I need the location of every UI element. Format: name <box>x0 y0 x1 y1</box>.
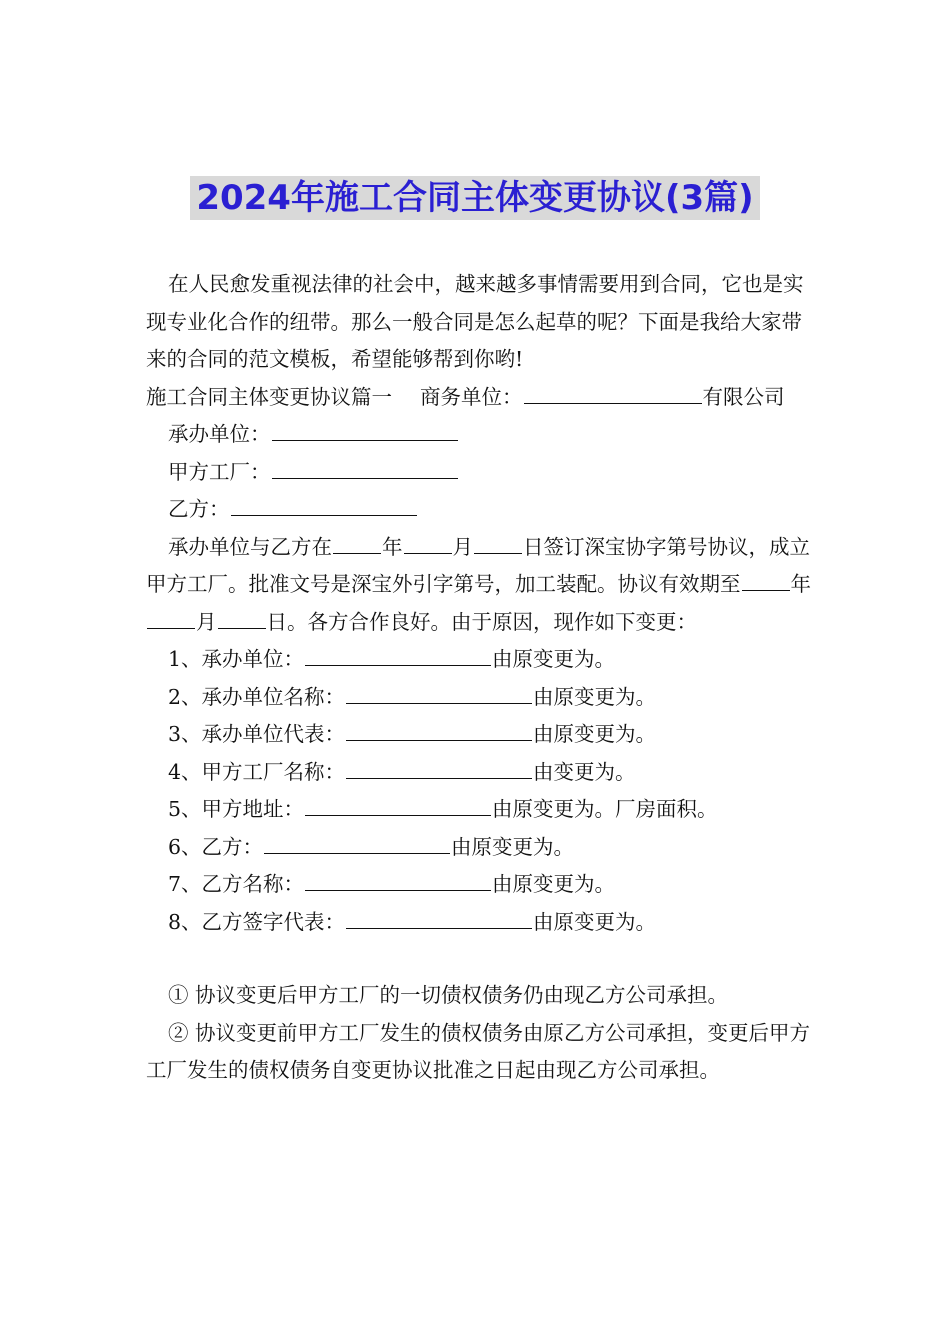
item-label: 乙方名称： <box>201 872 305 896</box>
list-item <box>146 716 814 754</box>
list-item <box>146 904 814 942</box>
blank-line <box>305 795 491 816</box>
party-a-line <box>146 454 814 492</box>
para-text: 日签订深宝协字第号协议，成立甲方工厂。批准文号是深宝外引字第号，加工装配。协议有效期至 <box>146 534 810 596</box>
blank-line <box>305 645 491 666</box>
blank-line <box>231 495 417 516</box>
para-text: 月 <box>196 609 217 634</box>
party-b-label: 乙方： <box>168 497 230 521</box>
item-number: 6、 <box>168 834 202 859</box>
list-item <box>146 679 814 717</box>
item-label: 承办单位： <box>201 647 305 671</box>
party-b-line <box>146 491 814 529</box>
item-number: 3、 <box>168 722 202 746</box>
blank-line <box>272 420 458 441</box>
spacer <box>146 941 814 977</box>
contractor-label: 承办单位： <box>168 422 271 446</box>
clause-2: ② 协议变更前甲方工厂发生的债权债务由原乙方公司承担，变更后甲方工厂发生的债权债务自变更协议批准之日起由现乙方公司承担。 <box>146 1020 811 1082</box>
item-label: 甲方工厂名称： <box>201 759 346 784</box>
item-number: 5、 <box>168 797 202 821</box>
item-number: 7、 <box>168 872 202 896</box>
blank-line <box>474 533 522 554</box>
blank-line <box>333 533 381 554</box>
item-suffix: 由原变更为。 <box>533 684 657 709</box>
blank-line <box>346 720 532 741</box>
blank-line <box>346 908 532 929</box>
intro-paragraph: 在人民愈发重视法律的社会中，越来越多事情需要用到合同，它也是实现专业化合作的纽带。那么一般合同是怎么起草的呢？下面是我给大家带来的合同的范文模板，希望能够帮到你哟! <box>146 272 804 371</box>
item-label: 承办单位名称： <box>201 684 346 709</box>
item-suffix: 由原变更为。 <box>492 647 616 671</box>
item-number: 4、 <box>168 759 202 784</box>
change-paragraph <box>146 529 814 642</box>
blank-line <box>524 383 702 404</box>
blank-line <box>404 533 452 554</box>
blank-line <box>218 608 266 629</box>
agreement-heading-line <box>146 379 814 417</box>
title-container <box>0 176 950 220</box>
item-suffix: 由原变更为。 <box>451 834 575 859</box>
item-label: 乙方签字代表： <box>201 909 346 934</box>
item-number: 2、 <box>168 684 202 709</box>
item-suffix: 由原变更为。 <box>492 872 616 896</box>
blank-line <box>264 833 450 854</box>
clause-1: ① 协议变更后甲方工厂的一切债权债务仍由现乙方公司承担。 <box>168 983 729 1007</box>
list-item <box>146 641 814 679</box>
document-title: 2024年施工合同主体变更协议(3篇) <box>190 176 759 220</box>
item-suffix: 由原变更为。 <box>533 909 657 934</box>
para-text: 日。各方合作良好。由于原因，现作如下变更： <box>266 609 697 634</box>
list-item <box>146 754 814 792</box>
list-item <box>146 829 814 867</box>
item-number: 8、 <box>168 909 202 934</box>
para-text: 年 <box>382 534 403 559</box>
business-unit-label: 商务单位： <box>420 384 523 409</box>
business-unit-suffix: 有限公司 <box>702 384 785 409</box>
item-number: 1、 <box>168 647 202 671</box>
blank-line <box>147 608 195 629</box>
blank-line <box>346 758 532 779</box>
item-label: 承办单位代表： <box>201 722 346 746</box>
item-suffix: 由原变更为。 <box>533 722 657 746</box>
blank-line <box>305 870 491 891</box>
blank-line <box>346 683 532 704</box>
contractor-line <box>146 416 814 454</box>
item-label: 乙方： <box>201 834 264 859</box>
document-body <box>146 266 814 1090</box>
para-text: 月 <box>452 534 473 559</box>
item-suffix: 由原变更为。厂房面积。 <box>492 797 718 821</box>
item-label: 甲方地址： <box>201 797 305 821</box>
para-text: 年 <box>790 572 811 596</box>
para-text: 承办单位与乙方在 <box>168 534 332 559</box>
blank-line <box>742 570 790 591</box>
list-item <box>146 791 814 829</box>
agreement-heading: 施工合同主体变更协议篇一 <box>146 384 392 409</box>
list-item <box>146 866 814 904</box>
item-suffix: 由变更为。 <box>533 759 636 784</box>
party-a-label: 甲方工厂： <box>168 459 271 484</box>
blank-line <box>272 458 458 479</box>
